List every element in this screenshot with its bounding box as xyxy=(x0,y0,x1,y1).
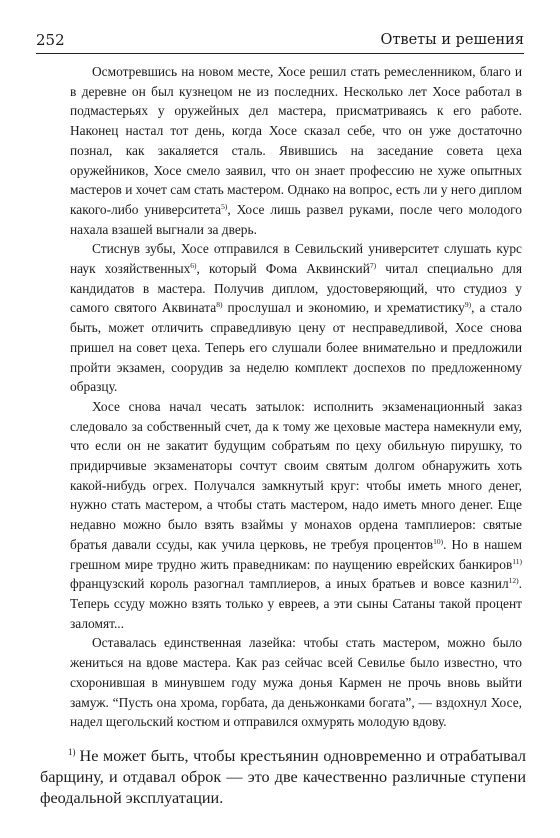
paragraph xyxy=(70,633,522,732)
text-run: . Теперь ссуду можно взять только у евреев, а эти сыны Сатаны такой процент заломят... xyxy=(70,576,522,631)
text-run: прослушал и экономию, и хрематистику xyxy=(222,300,465,316)
text-run: Стиснув зубы, Хосе отправился в Севильский университет слушать курс наук хозяйственных xyxy=(70,241,522,277)
page-number: 252 xyxy=(36,31,65,49)
body-text xyxy=(70,62,522,732)
footnote-marker: 12) xyxy=(508,576,519,586)
footnote-marker: 9) xyxy=(464,300,472,310)
footnote-marker: 5) xyxy=(221,201,228,211)
footnote-text: Не может быть, чтобы крестьянин одновременно и отрабатывал барщину, и отдавал оброк — это две качественно различные ступени феодальной эксплуатации. xyxy=(40,747,526,807)
paragraph xyxy=(70,62,522,239)
text-run: французский король разогнал тамплиеров, а иных братьев и вовсе казнил xyxy=(70,576,509,592)
footnote-marker: 10) xyxy=(433,536,444,546)
text-run: , а стало быть, может отличить справедливую цену от несправедливой, Хосе снова пришел на совет цеха. Теперь его слушали более внимательно и предложили пройти экзамен, соорудив за неделю комплект доспехов по предложенному образцу. xyxy=(70,300,522,395)
running-head xyxy=(36,31,524,54)
text-run: читал специально для кандидатов в мастера. Получив диплом, удостоверяющий, что студиоз у самого святого Аквината xyxy=(70,261,523,316)
text-run: . Но в нашем грешном мире трудно жить праведникам: по наущению еврейских банкиров xyxy=(70,536,522,572)
footnote-marker: 11) xyxy=(512,556,522,566)
footnote-marker: 8) xyxy=(216,300,223,310)
paragraph xyxy=(70,239,522,397)
footnote-marker: 7) xyxy=(369,261,377,271)
footnote-marker: 6) xyxy=(190,261,197,271)
paragraph xyxy=(70,397,522,633)
text-run: Осмотревшись на новом месте, Хосе решил стать ремесленником, благо и в деревне он был кузнецом не из последних. Несколько лет Хосе работал в подмастерьях у оружейных дел мастера, присматриваясь к его работе. Наконец настал тот день, когда Хосе сказал себе, что он уже достаточно познал, как закаляется сталь. Явившись на заседание совета цеха оружейников, Хосе смело заявил, что он знает профессию не хуже опытных мастеров и хочет сам стать мастером. Однако на вопрос, есть ли у него диплом какого-либо университета xyxy=(70,64,522,217)
footnote-number: 1) xyxy=(68,747,76,757)
text-run: Хосе снова начал чесать затылок: исполнить экзаменационный заказ следовало за собственный счет, да к тому же цеховые мастера намекнули ему, что если он не закатит будущим собратьям по цеху обильную пирушку, то придирчивые экзаменаторы сочтут своим святым долгом обнаружить хоть какой-нибудь огрех. Получался замкнутый круг: чтобы иметь много денег, нужно стать мастером, а чтобы стать мастером, надо иметь много денег. Еще недавно можно было взять взаймы у монахов ордена тамплиеров: святые братья давали ссуды, как учила церковь, не требуя процентов xyxy=(70,398,522,552)
footnote xyxy=(40,746,526,809)
footnotes xyxy=(40,746,526,809)
text-run: , Хосе лишь развел руками, после чего молодого нахала взашей выгнали за дверь. xyxy=(70,201,523,237)
text-run: , который Фома Аквинский xyxy=(196,261,370,277)
section-title: Ответы и решения xyxy=(380,32,524,48)
text-run: Оставалась единственная лазейка: чтобы стать мастером, можно было жениться на вдове мастера. Как раз сейчас всей Севилье было известно, что схоронившая в минувшем году мужа донья Кармен не прочь вновь выйти замуж. “Пусть она хрома, горбата, да деньжонками богата”, — вздохнул Хосе, надел щегольский костюм и отправился охмурять молодую вдову. xyxy=(70,635,522,730)
